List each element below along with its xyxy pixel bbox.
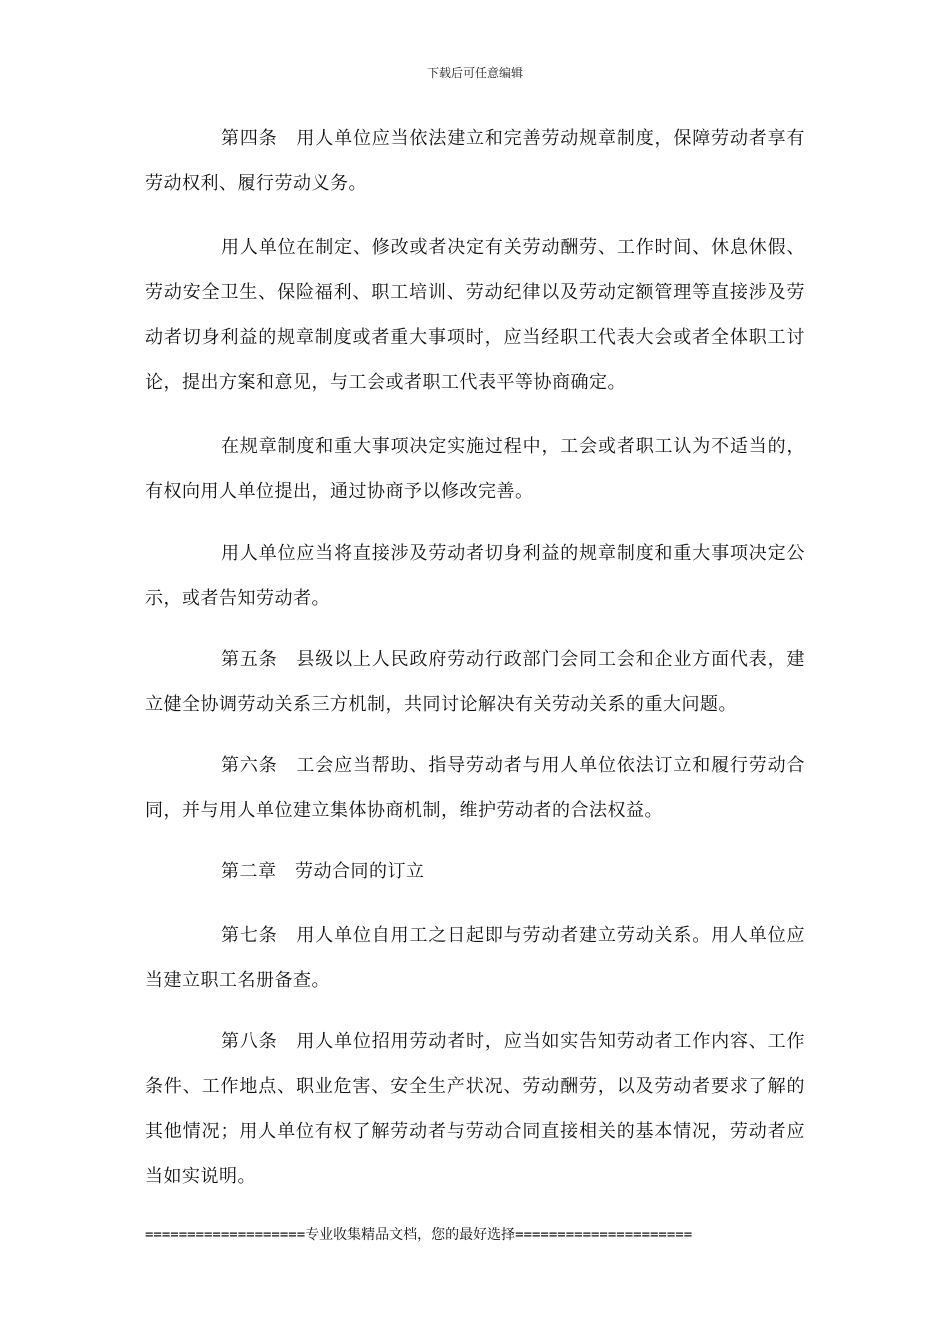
article-7: 第七条 用人单位自用工之日起即与劳动者建立劳动关系。用人单位应当建立职工名册备查。 [145,925,805,991]
chapter-2-heading: 第二章 劳动合同的订立 [221,861,425,882]
page-footer: ===================专业收集精品文档，您的最好选择===================== [145,1227,693,1243]
article-6: 第六条 工会应当帮助、指导劳动者与用人单位依法订立和履行劳动合同，并与用人单位建立集体协商机制，维护劳动者的合法权益。 [145,755,805,821]
article-4: 第四条 用人单位应当依法建立和完善劳动规章制度，保障劳动者享有劳动权利、履行劳动义务。 [145,128,805,194]
article-5: 第五条 县级以上人民政府劳动行政部门会同工会和企业方面代表，建立健全协调劳动关系三方机制，共同讨论解决有关劳动关系的重大问题。 [145,649,805,715]
article-4-para-2: 用人单位在制定、修改或者决定有关劳动酬劳、工作时间、休息休假、劳动安全卫生、保险福利、职工培训、劳动纪律以及劳动定额管理等直接涉及劳动者切身利益的规章制度或者重大事项时，应当经职工代表大会或者全体职工讨论，提出方案和意见，与工会或者职工代表平等协商确定。 [145,237,805,393]
article-4-para-3: 在规章制度和重大事项决定实施过程中，工会或者职工认为不适当的，有权向用人单位提出，通过协商予以修改完善。 [145,436,805,502]
article-4-para-4: 用人单位应当将直接涉及劳动者切身利益的规章制度和重大事项决定公示，或者告知劳动者。 [145,543,805,609]
page-header: 下载后可任意编辑 [426,66,523,80]
article-8: 第八条 用人单位招用劳动者时，应当如实告知劳动者工作内容、工作条件、工作地点、职业危害、安全生产状况、劳动酬劳，以及劳动者要求了解的其他情况；用人单位有权了解劳动者与劳动合同直接相关的基本情况，劳动者应当如实说明。 [145,1031,805,1187]
